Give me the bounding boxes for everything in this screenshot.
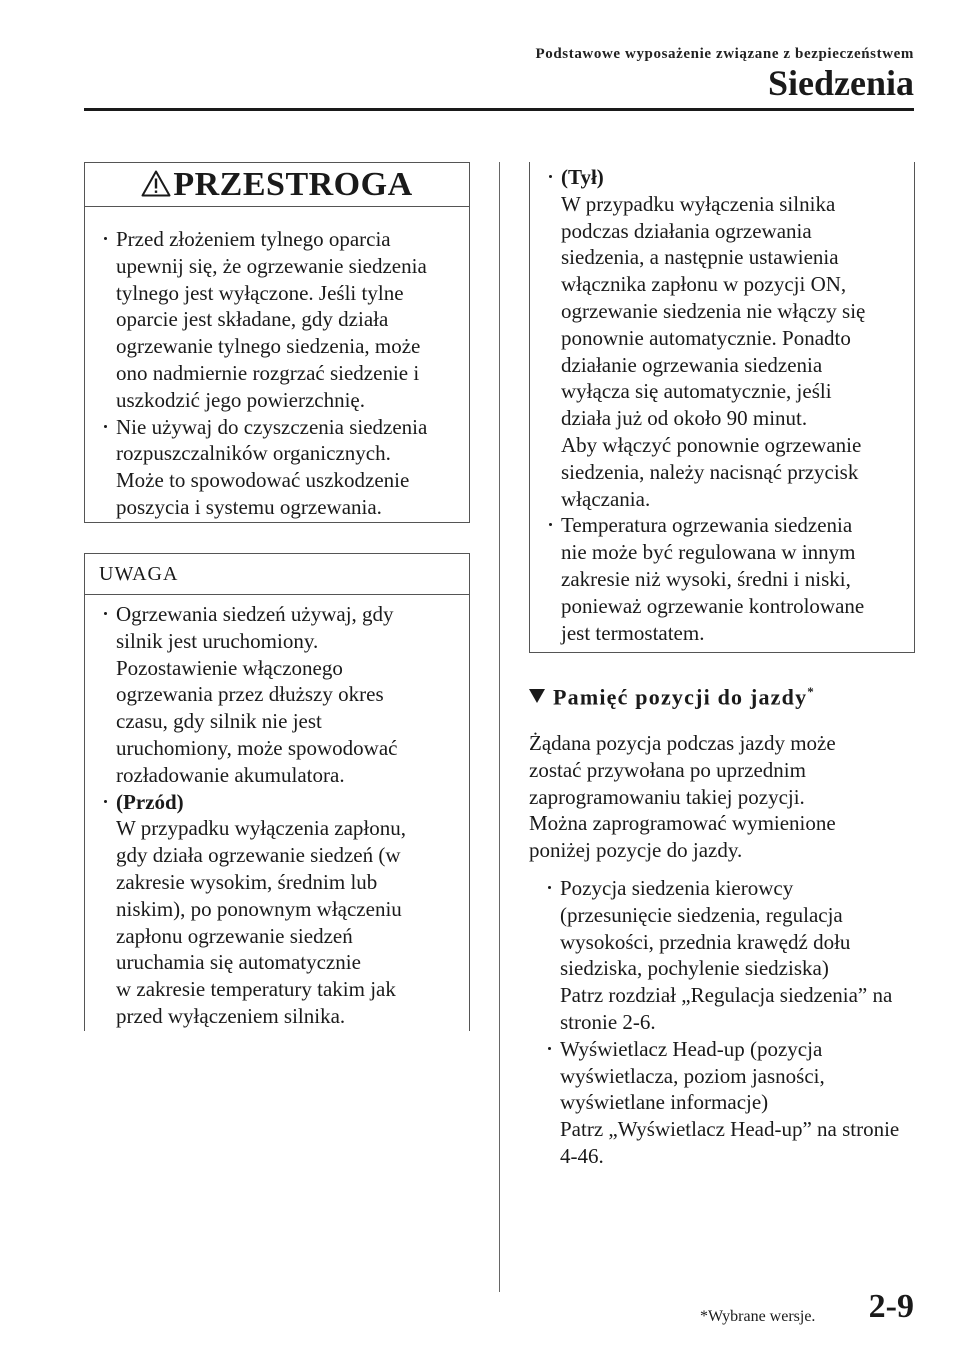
- list-item: Wyświetlacz Head-up (pozycja wyświetlacza, poziom jasności, wyświetlane informacje) Patrz „Wyświetlacz Head-up” na stronie 4-46.: [529, 1036, 919, 1170]
- bullet-icon: [549, 523, 552, 526]
- optional-asterisk: *: [807, 684, 815, 699]
- footer-note: *Wybrane wersje.: [700, 1308, 816, 1325]
- caution-title: PRZESTROGA: [173, 165, 413, 203]
- triangle-marker-icon: [529, 689, 545, 703]
- column-divider: [499, 162, 500, 1292]
- page-number: 2-9: [868, 1288, 914, 1325]
- note-list-continued: [530, 162, 914, 646]
- item-heading: (Tył): [561, 165, 604, 189]
- list-item: Temperatura ogrzewania siedzenia nie może być regulowana w innym zakresie niż wysoki, średni i niski, ponieważ ogrzewanie kontrolowane jest termostatem.: [530, 512, 914, 646]
- bullet-icon: [104, 800, 107, 803]
- note-box-continued: [529, 162, 915, 653]
- list-item: Ogrzewania siedzeń używaj, gdy silnik jest uruchomiony. Pozostawienie włączonego ogrzewania przez dłuższy okres czasu, gdy silnik nie jest uruchomiony, może spowodować rozładowanie akumulatora.: [85, 601, 469, 789]
- note-box: [84, 553, 470, 1031]
- bullet-icon: [104, 612, 107, 615]
- section-list: [529, 875, 919, 1170]
- bullet-icon: [549, 175, 552, 178]
- caution-list: [85, 207, 469, 521]
- caution-box: [84, 162, 470, 523]
- list-item: Pozycja siedzenia kierowcy (przesunięcie siedzenia, regulacja wysokości, przednia krawędź dołu siedziska, pochylenie siedziska) Patrz rozdział „Regulacja siedzenia” na stronie 2-6.: [529, 875, 919, 1036]
- header-rule: [84, 108, 914, 111]
- caution-title-bar: [85, 163, 469, 207]
- bullet-icon: [548, 886, 551, 889]
- warning-triangle-icon: [141, 170, 171, 197]
- bullet-icon: [548, 1047, 551, 1050]
- note-title-bar: [85, 554, 469, 595]
- list-item: Nie używaj do czyszczenia siedzenia rozpuszczalników organicznych. Może to spowodować uszkodzenie poszycia i systemu ogrzewania.: [85, 414, 469, 521]
- bullet-icon: [104, 237, 107, 240]
- page-title: Siedzenia: [767, 63, 914, 103]
- note-list: [85, 595, 469, 1030]
- section-heading: Pamięć pozycji do jazdy*: [529, 684, 815, 710]
- note-title: UWAGA: [99, 562, 179, 585]
- list-item: (Tył) W przypadku wyłączenia silnika podczas działania ogrzewania siedzenia, a następnie ustawienia włącznika zapłonu w pozycji ON, ogrzewanie siedzenia nie włączy się ponownie automatycznie. Ponadto działanie ogrzewania siedzenia wyłącza się automatycznie, jeśli działa już od około 90 minut. Aby włączyć ponownie ogrzewanie siedzenia, należy nacisnąć przycisk włączania.: [530, 164, 914, 512]
- bullet-icon: [104, 425, 107, 428]
- section-header: Podstawowe wyposażenie związane z bezpieczeństwem: [535, 46, 914, 62]
- list-item: (Przód) W przypadku wyłączenia zapłonu, gdy działa ogrzewanie siedzeń (w zakresie wysokim, średnim lub niskim), po ponownym włączeniu zapłonu ogrzewanie siedzeń uruchamia się automatycznie w zakresie temperatury takim jak przed wyłączeniem silnika.: [85, 789, 469, 1030]
- item-heading: (Przód): [116, 789, 184, 814]
- section-paragraph: Żądana pozycja podczas jazdy może zostać przywołana po uprzednim zaprogramowaniu takiej pozycji. Można zaprogramować wymienione poniżej pozycje do jazdy.: [529, 731, 836, 863]
- list-item: Przed złożeniem tylnego oparcia upewnij się, że ogrzewanie siedzenia tylnego jest wyłączone. Jeśli tylne oparcie jest składane, gdy działa ogrzewanie tylnego siedzenia, może ono nadmiernie rozgrzać siedzenie i uszkodzić jego powierzchnię.: [85, 226, 469, 414]
